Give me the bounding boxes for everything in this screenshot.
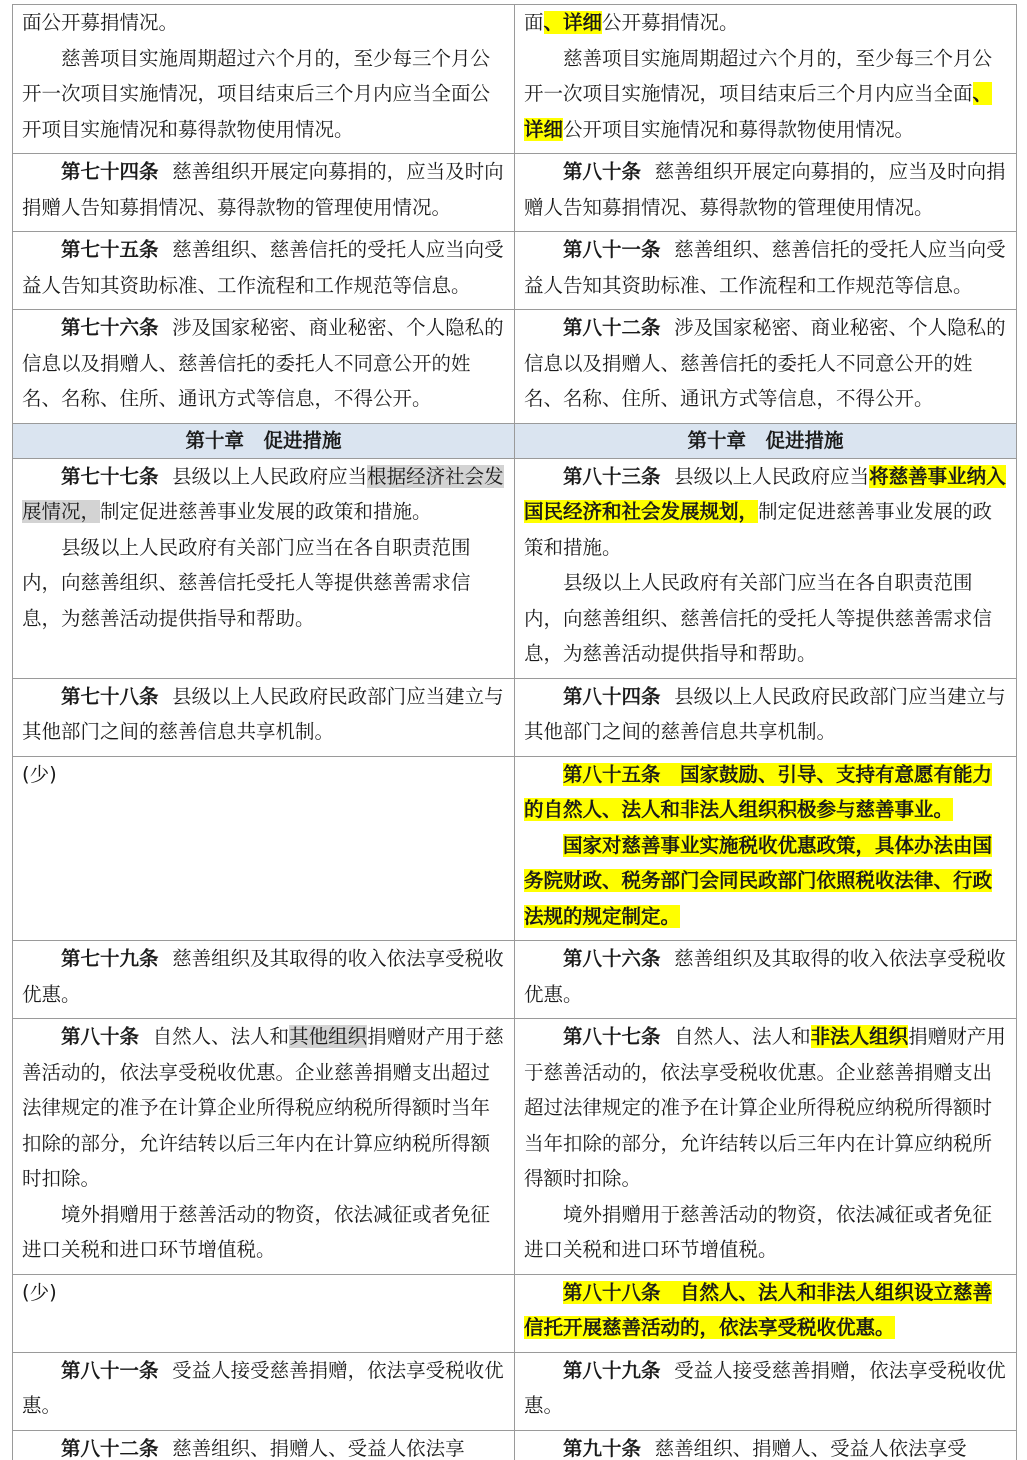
added-text-highlight: 国家对慈善事业实施税收优惠政策，具体办法由国务院财政、税务部门会同民政部门依照税收法律、行政法规的规定制定。 <box>524 833 993 928</box>
table-row <box>13 1430 1017 1460</box>
new-text-cell <box>515 232 1017 310</box>
old-text-cell <box>13 310 515 424</box>
text-segment: 慈善组织及其取得的收入依法享受税收优惠。 <box>524 947 1006 1006</box>
old-text-cell <box>13 1019 515 1275</box>
text-segment: (少) <box>22 762 57 786</box>
article-number: 第八十九条 <box>563 1358 661 1382</box>
table-row <box>13 310 1017 424</box>
text-segment: 慈善项目实施周期超过六个月的，至少每三个月公开一次项目实施情况，项目结束后三个月内应当全面公开项目实施情况和募得款物使用情况。 <box>22 46 491 141</box>
text-segment: 县级以上人民政府有关部门应当在各自职责范围内，向慈善组织、慈善信托的受托人等提供慈善需求信息，为慈善活动提供指导和帮助。 <box>524 571 993 665</box>
new-text-cell <box>515 678 1017 756</box>
text-segment: 涉及国家秘密、商业秘密、个人隐私的信息以及捐赠人、慈善信托的委托人不同意公开的姓名、名称、住所、通讯方式等信息，不得公开。 <box>524 316 1006 410</box>
article-number: 第七十七条 <box>61 464 159 488</box>
old-text-cell <box>13 154 515 232</box>
article-number: 第七十五条 <box>61 238 159 261</box>
added-text-highlight: 、详细 <box>543 11 603 34</box>
paragraph <box>22 5 507 41</box>
text-segment: 境外捐赠用于慈善活动的物资，依法减征或者免征进口关税和进口环节增值税。 <box>22 1202 491 1261</box>
paragraph <box>22 679 507 750</box>
paragraph <box>22 41 507 148</box>
new-text-cell <box>515 941 1017 1019</box>
text-segment: 捐赠财产用于慈善活动的，依法享受税收优惠。企业慈善捐赠支出超过法律规定的准予在计算企业所得税应纳税所得额时当年扣除的部分，允许结转以后三年内在计算应纳税所得额时扣除。 <box>22 1025 504 1190</box>
added-text-highlight: 第八十五条 国家鼓励、引导、支持有意愿有能力的自然人、法人和非法人组织积极参与慈善事业。 <box>524 762 993 821</box>
article-number: 第八十六条 <box>563 947 661 970</box>
text-segment: 县级以上人民政府民政部门应当建立与其他部门之间的慈善信息共享机制。 <box>524 684 1006 743</box>
paragraph <box>524 1275 1009 1346</box>
paragraph <box>22 459 507 530</box>
text-segment: 公开项目实施情况和募得款物使用情况。 <box>563 117 915 141</box>
article-number: 第七十八条 <box>61 684 159 708</box>
paragraph <box>524 1431 1009 1460</box>
article-number: 第八十二条 <box>563 316 661 339</box>
paragraph <box>22 1431 507 1460</box>
article-number: 第七十六条 <box>61 316 159 339</box>
new-text-cell <box>515 310 1017 424</box>
paragraph <box>22 154 507 225</box>
old-text-cell <box>13 1274 515 1352</box>
text-segment: 慈善项目实施周期超过六个月的，至少每三个月公开一次项目实施情况，项目结束后三个月内应当全面 <box>524 46 993 105</box>
text-segment: 受益人接受慈善捐赠，依法享受税收优惠。 <box>524 1358 1006 1417</box>
paragraph <box>524 232 1009 303</box>
text-segment: 面公开募捐情况。 <box>22 11 179 34</box>
paragraph <box>524 5 1009 41</box>
table-row <box>13 1352 1017 1430</box>
paragraph <box>22 941 507 1012</box>
text-segment: 捐赠财产用于慈善活动的，依法享受税收优惠。企业慈善捐赠支出超过法律规定的准予在计算企业所得税应纳税所得额时当年扣除的部分，允许结转以后三年内在计算应纳税所得额时扣除。 <box>524 1025 1006 1190</box>
text-segment: 县级以上人民政府应当 <box>674 464 870 488</box>
article-number: 第八十三条 <box>563 464 661 488</box>
text-segment: 慈善组织、捐赠人、受益人依法享受 <box>654 1436 967 1460</box>
article-number: 第八十一条 <box>563 238 661 261</box>
paragraph <box>524 679 1009 750</box>
text-segment: 自然人、法人和 <box>674 1025 811 1048</box>
text-segment: 慈善组织开展定向募捐的，应当及时向捐赠人告知募捐情况、募得款物的管理使用情况。 <box>22 160 504 219</box>
new-text-cell <box>515 1352 1017 1430</box>
text-segment: 县级以上人民政府应当 <box>172 464 368 488</box>
table-row <box>13 458 1017 678</box>
paragraph <box>524 310 1009 417</box>
text-segment: 自然人、法人和 <box>152 1025 290 1048</box>
table-row <box>13 232 1017 310</box>
old-text-cell <box>13 941 515 1019</box>
article-number: 第八十一条 <box>61 1358 159 1382</box>
new-text-cell <box>515 154 1017 232</box>
paragraph <box>524 565 1009 672</box>
old-text-cell <box>13 5 515 154</box>
old-text-cell <box>13 756 515 941</box>
article-number: 第八十条 <box>563 160 642 183</box>
paragraph <box>524 757 1009 828</box>
old-text-cell <box>13 232 515 310</box>
paragraph <box>22 232 507 303</box>
table-row <box>13 1019 1017 1275</box>
changed-text-highlight: 其他组织 <box>289 1025 368 1048</box>
table-row <box>13 5 1017 154</box>
paragraph <box>524 828 1009 935</box>
comparison-table <box>12 4 1017 1460</box>
text-segment: 制定促进慈善事业发展的政策和措施。 <box>524 500 993 559</box>
chapter-row <box>13 423 1017 458</box>
paragraph <box>22 1019 507 1197</box>
paragraph <box>524 41 1009 148</box>
comparison-table-body <box>13 5 1017 1460</box>
added-text-highlight: 非法人组织 <box>810 1025 909 1048</box>
text-segment: 慈善组织、慈善信托的受托人应当向受益人告知其资助标准、工作流程和工作规范等信息。 <box>524 238 1006 297</box>
text-segment: 县级以上人民政府民政部门应当建立与其他部门之间的慈善信息共享机制。 <box>22 684 504 743</box>
old-text-cell <box>13 678 515 756</box>
old-text-cell <box>13 458 515 678</box>
chapter-title-new: 第十章 促进措施 <box>515 423 1017 458</box>
article-number: 第九十条 <box>563 1436 642 1460</box>
changed-text-highlight: 根据经济社会发展情况， <box>22 464 504 523</box>
text-segment: 慈善组织、捐赠人、受益人依法享 <box>172 1436 465 1460</box>
paragraph <box>524 1019 1009 1197</box>
article-number: 第七十四条 <box>61 160 159 183</box>
article-number: 第八十四条 <box>563 684 661 708</box>
text-segment: 制定促进慈善事业发展的政策和措施。 <box>100 500 432 523</box>
text-segment: 慈善组织开展定向募捐的，应当及时向捐赠人告知募捐情况、募得款物的管理使用情况。 <box>524 160 1006 219</box>
new-text-cell <box>515 1430 1017 1460</box>
article-number: 第八十二条 <box>61 1436 159 1460</box>
new-text-cell <box>515 756 1017 941</box>
added-text-highlight: 第八十八条 自然人、法人和非法人组织设立慈善信托开展慈善活动的，依法享受税收优惠。 <box>524 1280 993 1339</box>
table-row <box>13 941 1017 1019</box>
old-text-cell <box>13 1430 515 1460</box>
paragraph <box>524 1197 1009 1268</box>
paragraph <box>524 459 1009 566</box>
table-row <box>13 756 1017 941</box>
new-text-cell <box>515 1019 1017 1275</box>
article-number: 第八十七条 <box>563 1025 661 1048</box>
text-segment: 面 <box>524 11 544 34</box>
text-segment: 受益人接受慈善捐赠，依法享受税收优惠。 <box>22 1358 504 1417</box>
paragraph <box>22 757 507 793</box>
table-row <box>13 154 1017 232</box>
added-text-highlight: 、详细 <box>524 82 993 141</box>
paragraph <box>22 1353 507 1424</box>
article-number: 第七十九条 <box>61 947 159 970</box>
text-segment: 慈善组织及其取得的收入依法享受税收优惠。 <box>22 947 504 1006</box>
paragraph <box>524 154 1009 225</box>
chapter-title-old: 第十章 促进措施 <box>13 423 515 458</box>
new-text-cell <box>515 1274 1017 1352</box>
text-segment: 县级以上人民政府有关部门应当在各自职责范围内，向慈善组织、慈善信托受托人等提供慈善需求信息，为慈善活动提供指导和帮助。 <box>22 535 471 630</box>
new-text-cell <box>515 458 1017 678</box>
paragraph <box>524 941 1009 1012</box>
paragraph <box>22 310 507 417</box>
table-row <box>13 678 1017 756</box>
new-text-cell <box>515 5 1017 154</box>
text-segment: 境外捐赠用于慈善活动的物资，依法减征或者免征进口关税和进口环节增值税。 <box>524 1202 993 1261</box>
old-text-cell <box>13 1352 515 1430</box>
paragraph <box>22 1275 507 1311</box>
text-segment: (少) <box>22 1280 57 1304</box>
added-text-highlight: 将慈善事业纳入国民经济和社会发展规划， <box>524 464 1006 523</box>
text-segment: 公开募捐情况。 <box>602 11 739 34</box>
paragraph <box>524 1353 1009 1424</box>
text-segment: 涉及国家秘密、商业秘密、个人隐私的信息以及捐赠人、慈善信托的委托人不同意公开的姓名、名称、住所、通讯方式等信息，不得公开。 <box>22 316 504 410</box>
table-row <box>13 1274 1017 1352</box>
text-segment: 慈善组织、慈善信托的受托人应当向受益人告知其资助标准、工作流程和工作规范等信息。 <box>22 238 504 297</box>
paragraph <box>22 530 507 637</box>
article-number: 第八十条 <box>61 1025 140 1048</box>
paragraph <box>22 1197 507 1268</box>
